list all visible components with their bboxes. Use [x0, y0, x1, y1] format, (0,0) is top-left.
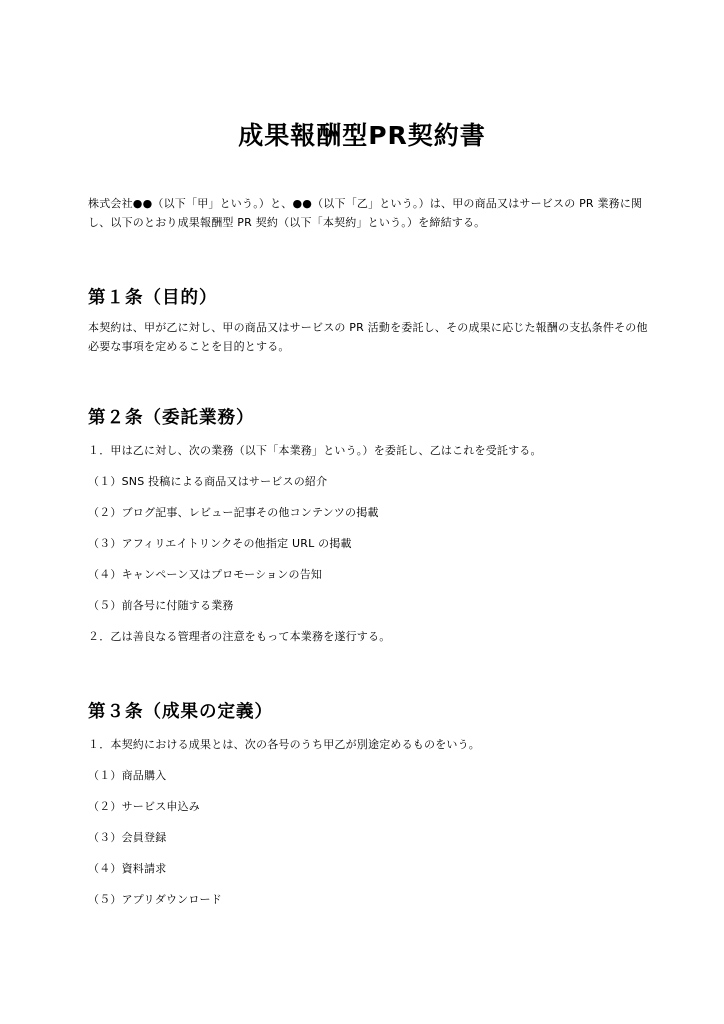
article-2-clause-1: １．甲は乙に対し、次の業務（以下「本業務」という。）を委託し、乙はこれを受託する。 — [88, 444, 542, 457]
article-3-clause-1: １．本契約における成果とは、次の各号のうち甲乙が別途定めるものをいう。 — [88, 738, 480, 751]
document-title: 成果報酬型PR契約書 — [238, 121, 486, 150]
article-3-heading: 第３条（成果の定義） — [88, 702, 273, 722]
preamble-paragraph: 株式会社●●（以下「甲」という。）と、●●（以下「乙」という。）は、甲の商品又はサービスの PR 業務に関し、以下のとおり成果報酬型 PR 契約（以下「本契約」という。）を締結する。 — [88, 197, 643, 229]
article-3-item-2: （２）サービス申込み — [88, 800, 200, 813]
article-2-item-5: （５）前各号に付随する業務 — [88, 599, 234, 612]
article-3-item-1: （１）商品購入 — [88, 769, 167, 782]
article-2-item-2: （２）ブログ記事、レビュー記事その他コンテンツの掲載 — [88, 506, 379, 519]
article-3-item-5: （５）アプリダウンロード — [88, 893, 222, 906]
article-2-clause-2: ２．乙は善良なる管理者の注意をもって本業務を遂行する。 — [88, 630, 391, 643]
article-2-heading: 第２条（委託業務） — [88, 408, 255, 428]
article-2-item-1: （１）SNS 投稿による商品又はサービスの紹介 — [88, 475, 328, 488]
article-1-heading: 第１条（目的） — [88, 288, 218, 308]
article-1-body: 本契約は、甲が乙に対し、甲の商品又はサービスの PR 活動を委託し、その成果に応じた報酬の支払条件その他必要な事項を定めることを目的とする。 — [88, 321, 648, 353]
article-3-item-4: （４）資料請求 — [88, 862, 167, 875]
article-3-item-3: （３）会員登録 — [88, 831, 167, 844]
article-2-item-3: （３）アフィリエイトリンクその他指定 URL の掲載 — [88, 537, 352, 550]
article-2-item-4: （４）キャンペーン又はプロモーションの告知 — [88, 568, 323, 581]
